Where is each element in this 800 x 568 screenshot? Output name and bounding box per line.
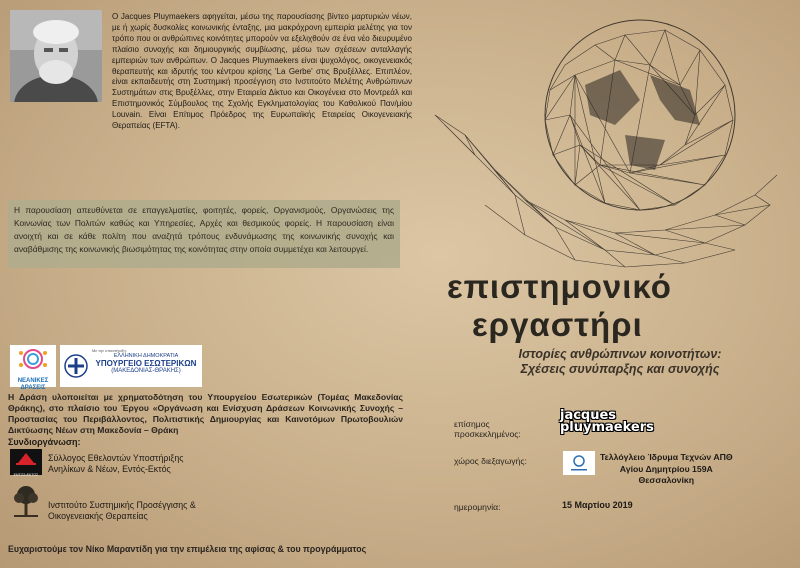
title-line-2: εργαστήρι — [472, 306, 643, 343]
ministry-logo — [60, 345, 202, 387]
guest-name-line-1: jacques — [560, 408, 617, 423]
neanikes-label: ΝΕΑΝΙΚΕΣ ΔΡΑΣΕΙΣ — [17, 378, 49, 391]
date-label: ημερομηνία: — [454, 502, 501, 512]
venue-address — [600, 452, 733, 487]
subtitle — [470, 347, 770, 377]
coorganizer-2-line-1: Ινστιτούτο Συστημικής Προσέγγισης & — [48, 500, 196, 510]
coorganizer-1 — [48, 453, 183, 475]
subtitle-line-1: Ιστορίες ανθρώπινων κοινοτήτων: — [518, 347, 722, 361]
title-line-1: επιστημονικό — [447, 268, 672, 305]
ministry-support-label: Με την υποστήριξη: — [92, 348, 127, 353]
guest-label-line-1: επίσημος — [454, 419, 490, 429]
coorganization-label: Συνδιοργάνωση: — [8, 437, 81, 447]
coorganizer-2-line-2: Οικογενειακής Θεραπείας — [48, 511, 148, 521]
venue-label: χώρος διεξαγωγής: — [454, 456, 527, 466]
institute-logo — [10, 484, 42, 518]
globe-hands-illustration — [425, 5, 780, 270]
ministry-line-1: ΕΛΛΗΝΙΚΗ ΔΗΜΟΚΡΑΤΙΑ — [113, 353, 179, 359]
acknowledgement: Ευχαριστούμε τον Νίκο Μαραντίδη για την επιμέλεια της αφίσας & του προγράμματος — [8, 544, 367, 554]
venue-line-1: Τελλόγλειο Ίδρυμα Τεχνών ΑΠΘ — [600, 452, 733, 462]
venue-line-2: Αγίου Δημητρίου 159Α — [619, 463, 713, 474]
audience-intro: Η παρουσίαση απευθύνεται σε επαγγελματίες, φοιτητές, φορείς, Οργανισμούς, Οργανώσεις της Κοινωνίας των Πολιτών καθώς και Υπηρεσίες, Αρχές και θεσμικούς φορείς. Η παρουσίαση είναι ανοιχτή και σε κάθε πολίτη που αναζητά τρόπους ενδυνάμωσης της κοινωνικής συνοχής και αναβάθμισης της κοινωνικής βιωσιμότητας της κοινότητας στην οποία συμμετέχει και λειτουργεί. — [8, 200, 400, 268]
guest-label — [454, 419, 521, 439]
guest-label-line-2: προσκεκλημένος: — [454, 429, 521, 439]
coorganizer-2 — [48, 500, 196, 522]
ministry-line-2: ΥΠΟΥΡΓΕΙΟ ΕΣΩΤΕΡΙΚΩΝ — [95, 359, 197, 368]
entos-ektos-label: ΕΝΤΟΣ•ΕΚΤΟΣ — [13, 473, 39, 477]
ministry-line-3: (ΜΑΚΕΔΟΝΙΑΣ-ΘΡΑΚΗΣ) — [111, 368, 181, 374]
guest-name — [560, 410, 654, 434]
event-date: 15 Μαρτίου 2019 — [562, 500, 633, 510]
teloglion-logo — [563, 451, 595, 475]
speaker-bio: Ο Jacques Pluymaekers αφηγείται, μέσω της παρουσίασης βίντεο μαρτυριών νέων, με ή χωρίς δυσκολίες κοινωνικής ένταξης, μια μακρόχρονη εμπειρία μελέτης για τον τρόπο που οι ανθρώπινες κοινότητες μπορούν να εξελιχθούν σε ένα νέο διευρυμένο πλαίσιο συνοχής και δημιουργικής συμβίωσης, μέσω των σχέσεων ανταλλαγής εμπειριών των ανθρώπων. Ο Jacques Pluymaekers είναι ψυχολόγος, οικογενειακός θεραπευτής και ιδρυτής του κέντρου κρίσης 'La Gerbe' στις Βρυξέλλες. Επιπλέον, είναι εκπαιδευτής στη Συστημική προσέγγιση στο Ινστιτούτο Μελέτης Ανθρώπινων Συστημάτων στις Βρυξέλλες, στην Εταιρεία Δίκτυο και Οικογένεια στο Μοντρεάλ και Επιστημονικός Σύμβουλος της Σχολής Εγκληματολογίας του Καθολικού Παν/μίου Louvain. Είναι Επίτιμος Πρόεδρος της Ευρωπαϊκής Εταιρείας Οικογενειακής Θεραπείας (EFTA). — [112, 12, 412, 131]
guest-name-line-2: pluymaekers — [560, 420, 654, 435]
funding-statement: Η Δράση υλοποιείται με χρηματοδότηση του Υπουργείου Εσωτερικών (Τομέας Μακεδονίας Θράκης), στο πλαίσιο του Έργου «Οργάνωση και Ενίσχυση Δράσεων Κοινωνικής Συνοχής – Προστασίας του Περιβάλλοντος, Πολιτιστικής Δημιουργίας και Καινοτόμων Πρωτοβουλιών Δικτύωσης Νέων στη Μακεδονία – Θράκη — [8, 392, 403, 435]
venue-line-3: Θεσσαλονίκη — [638, 475, 695, 485]
neanikes-draseis-logo — [10, 345, 56, 391]
subtitle-line-2: Σχέσεις συνύπαρξης και συνοχής — [520, 362, 720, 376]
coorganizer-1-line-1: Σύλλογος Εθελοντών Υποστήριξης — [48, 453, 184, 463]
speaker-photo — [10, 10, 102, 102]
entos-ektos-logo — [10, 449, 42, 475]
coorganizer-1-line-2: Ανηλίκων & Νέων, Εντός-Εκτός — [48, 464, 171, 474]
